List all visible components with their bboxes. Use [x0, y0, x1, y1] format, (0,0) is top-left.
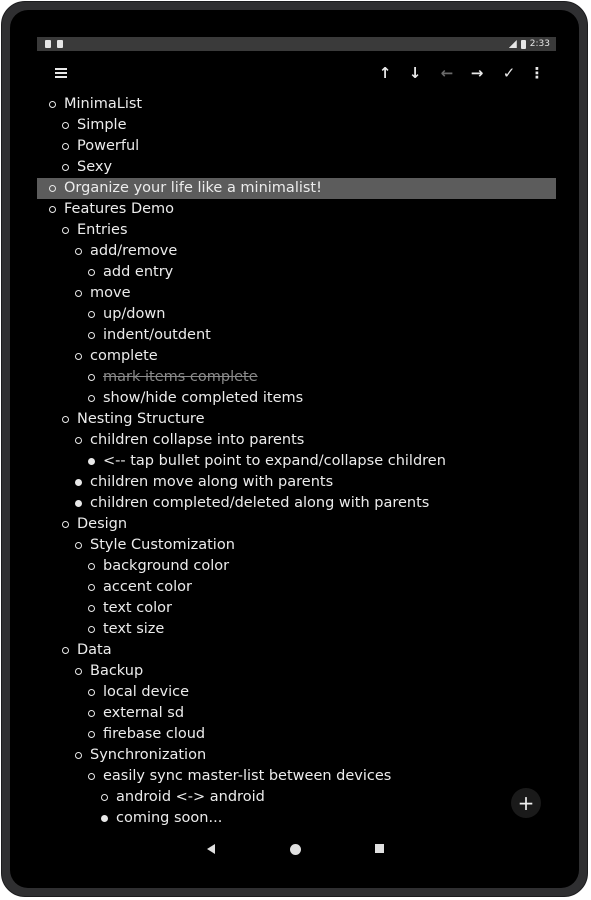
list-item[interactable] — [37, 409, 556, 430]
list-item-text[interactable]: move — [90, 285, 131, 301]
list-item-text[interactable]: MinimaList — [64, 96, 143, 112]
bullet-icon[interactable] — [62, 164, 69, 171]
bullet-icon[interactable] — [49, 185, 56, 192]
list-item[interactable] — [37, 577, 556, 598]
list-item-text[interactable]: Nesting Structure — [77, 411, 205, 427]
list-item[interactable] — [37, 241, 556, 262]
navigation-bar — [37, 834, 556, 864]
bullet-icon[interactable] — [88, 710, 95, 717]
list-item-text[interactable]: local device — [103, 684, 190, 700]
list-item-text[interactable]: text size — [103, 621, 165, 637]
list-item[interactable] — [37, 535, 556, 556]
notification-icon — [57, 40, 63, 48]
bullet-icon[interactable] — [62, 122, 69, 129]
collapsed-bullet-icon[interactable] — [75, 500, 82, 507]
list-item-text[interactable]: add/remove — [90, 243, 178, 259]
bullet-icon[interactable] — [75, 290, 82, 297]
list-item[interactable] — [37, 262, 556, 283]
list-item[interactable] — [37, 430, 556, 451]
bullet-icon[interactable] — [62, 227, 69, 234]
list-item-text[interactable]: background color — [103, 558, 230, 574]
move-down-button[interactable]: ↓ — [408, 64, 422, 82]
list-item-text[interactable]: coming soon... — [116, 810, 223, 826]
bullet-icon[interactable] — [49, 206, 56, 213]
notification-icon — [45, 40, 51, 48]
bullet-icon[interactable] — [62, 521, 69, 528]
signal-icon — [509, 40, 517, 48]
list-item[interactable] — [37, 556, 556, 577]
list-item-text[interactable]: indent/outdent — [103, 327, 211, 343]
bullet-icon[interactable] — [75, 353, 82, 360]
status-bar — [37, 37, 556, 51]
bullet-icon[interactable] — [75, 248, 82, 255]
list-item[interactable] — [37, 808, 556, 829]
bullet-icon[interactable] — [75, 752, 82, 759]
list-item[interactable] — [37, 451, 556, 472]
status-time: 2:33 — [529, 39, 550, 49]
list-item[interactable] — [37, 325, 556, 346]
back-icon[interactable] — [207, 844, 215, 854]
list-item[interactable] — [37, 178, 556, 199]
bullet-icon[interactable] — [88, 311, 95, 318]
list-item[interactable] — [37, 787, 556, 808]
hamburger-menu-icon[interactable] — [55, 68, 67, 78]
collapsed-bullet-icon[interactable] — [88, 458, 95, 465]
complete-button[interactable]: ✓ — [502, 64, 516, 82]
list-item-text[interactable]: children completed/deleted along with parents — [90, 495, 430, 511]
list-item-text[interactable]: Synchronization — [90, 747, 207, 763]
list-item-text[interactable]: <-- tap bullet point to expand/collapse children — [103, 453, 446, 469]
list-item[interactable] — [37, 94, 556, 115]
list-item[interactable] — [37, 388, 556, 409]
list-item-text[interactable]: Sexy — [77, 159, 113, 175]
bullet-icon[interactable] — [88, 773, 95, 780]
list-item[interactable] — [37, 598, 556, 619]
outdent-button[interactable]: ← — [440, 64, 454, 82]
list-item[interactable] — [37, 661, 556, 682]
list-item[interactable] — [37, 514, 556, 535]
list-item[interactable] — [37, 472, 556, 493]
collapsed-bullet-icon[interactable] — [75, 479, 82, 486]
list-item[interactable] — [37, 724, 556, 745]
list-item-text[interactable]: easily sync master-list between devices — [103, 768, 392, 784]
collapsed-bullet-icon[interactable] — [101, 815, 108, 822]
list-item[interactable] — [37, 619, 556, 640]
overflow-menu-button[interactable]: ⋮ — [529, 64, 545, 82]
home-icon[interactable] — [290, 844, 301, 855]
list-item-text[interactable]: Entries — [77, 222, 128, 238]
list-item-text[interactable]: firebase cloud — [103, 726, 206, 742]
bullet-icon[interactable] — [101, 794, 108, 801]
bullet-icon[interactable] — [62, 143, 69, 150]
list-item[interactable] — [37, 367, 556, 388]
list-item[interactable] — [37, 220, 556, 241]
list-item-text[interactable]: complete — [90, 348, 158, 364]
recents-icon[interactable] — [375, 844, 384, 853]
bullet-icon[interactable] — [88, 374, 95, 381]
outline-list — [37, 94, 556, 829]
notification-icons — [45, 40, 63, 48]
list-item[interactable] — [37, 304, 556, 325]
bullet-icon[interactable] — [88, 605, 95, 612]
list-item-text[interactable]: add entry — [103, 264, 174, 280]
bullet-icon[interactable] — [49, 101, 56, 108]
app-screen — [37, 37, 556, 834]
list-item[interactable] — [37, 346, 556, 367]
list-item[interactable] — [37, 493, 556, 514]
indent-button[interactable]: → — [470, 64, 484, 82]
move-up-button[interactable]: ↑ — [378, 64, 392, 82]
list-item[interactable] — [37, 199, 556, 220]
battery-icon — [521, 40, 526, 49]
bullet-icon[interactable] — [88, 584, 95, 591]
list-item-text[interactable]: children move along with parents — [90, 474, 334, 490]
list-item-text[interactable]: text color — [103, 600, 172, 616]
list-item[interactable] — [37, 157, 556, 178]
list-item[interactable] — [37, 682, 556, 703]
bullet-icon[interactable] — [62, 416, 69, 423]
list-item-text[interactable]: Data — [77, 642, 112, 658]
list-item-text[interactable]: Style Customization — [90, 537, 235, 553]
toolbar — [37, 51, 556, 95]
bullet-icon[interactable] — [88, 689, 95, 696]
bullet-icon[interactable] — [88, 395, 95, 402]
list-item-text[interactable]: up/down — [103, 306, 166, 322]
list-item-text[interactable]: Powerful — [77, 138, 140, 154]
list-item-text[interactable]: show/hide completed items — [103, 390, 304, 406]
list-item-text[interactable]: Organize your life like a minimalist! — [64, 180, 322, 196]
list-item[interactable] — [37, 640, 556, 661]
list-item[interactable] — [37, 115, 556, 136]
add-entry-button[interactable]: + — [511, 788, 541, 818]
list-item-text[interactable]: Features Demo — [64, 201, 175, 217]
list-item[interactable] — [37, 766, 556, 787]
list-item[interactable] — [37, 136, 556, 157]
list-item-text[interactable]: Design — [77, 516, 128, 532]
list-item[interactable] — [37, 745, 556, 766]
list-item-text[interactable]: Backup — [90, 663, 144, 679]
list-item-text[interactable]: android <-> android — [116, 789, 265, 805]
list-item-text[interactable]: children collapse into parents — [90, 432, 305, 448]
bullet-icon[interactable] — [75, 542, 82, 549]
bullet-icon[interactable] — [75, 437, 82, 444]
bullet-icon[interactable] — [88, 269, 95, 276]
system-icons — [509, 37, 550, 51]
bullet-icon[interactable] — [88, 626, 95, 633]
list-item[interactable] — [37, 703, 556, 724]
bullet-icon[interactable] — [88, 563, 95, 570]
list-item-text[interactable]: mark items complete — [103, 369, 258, 385]
bullet-icon[interactable] — [75, 668, 82, 675]
list-item-text[interactable]: Simple — [77, 117, 127, 133]
list-item[interactable] — [37, 283, 556, 304]
list-item-text[interactable]: external sd — [103, 705, 185, 721]
bullet-icon[interactable] — [88, 731, 95, 738]
bullet-icon[interactable] — [62, 647, 69, 654]
bullet-icon[interactable] — [88, 332, 95, 339]
list-item-text[interactable]: accent color — [103, 579, 192, 595]
